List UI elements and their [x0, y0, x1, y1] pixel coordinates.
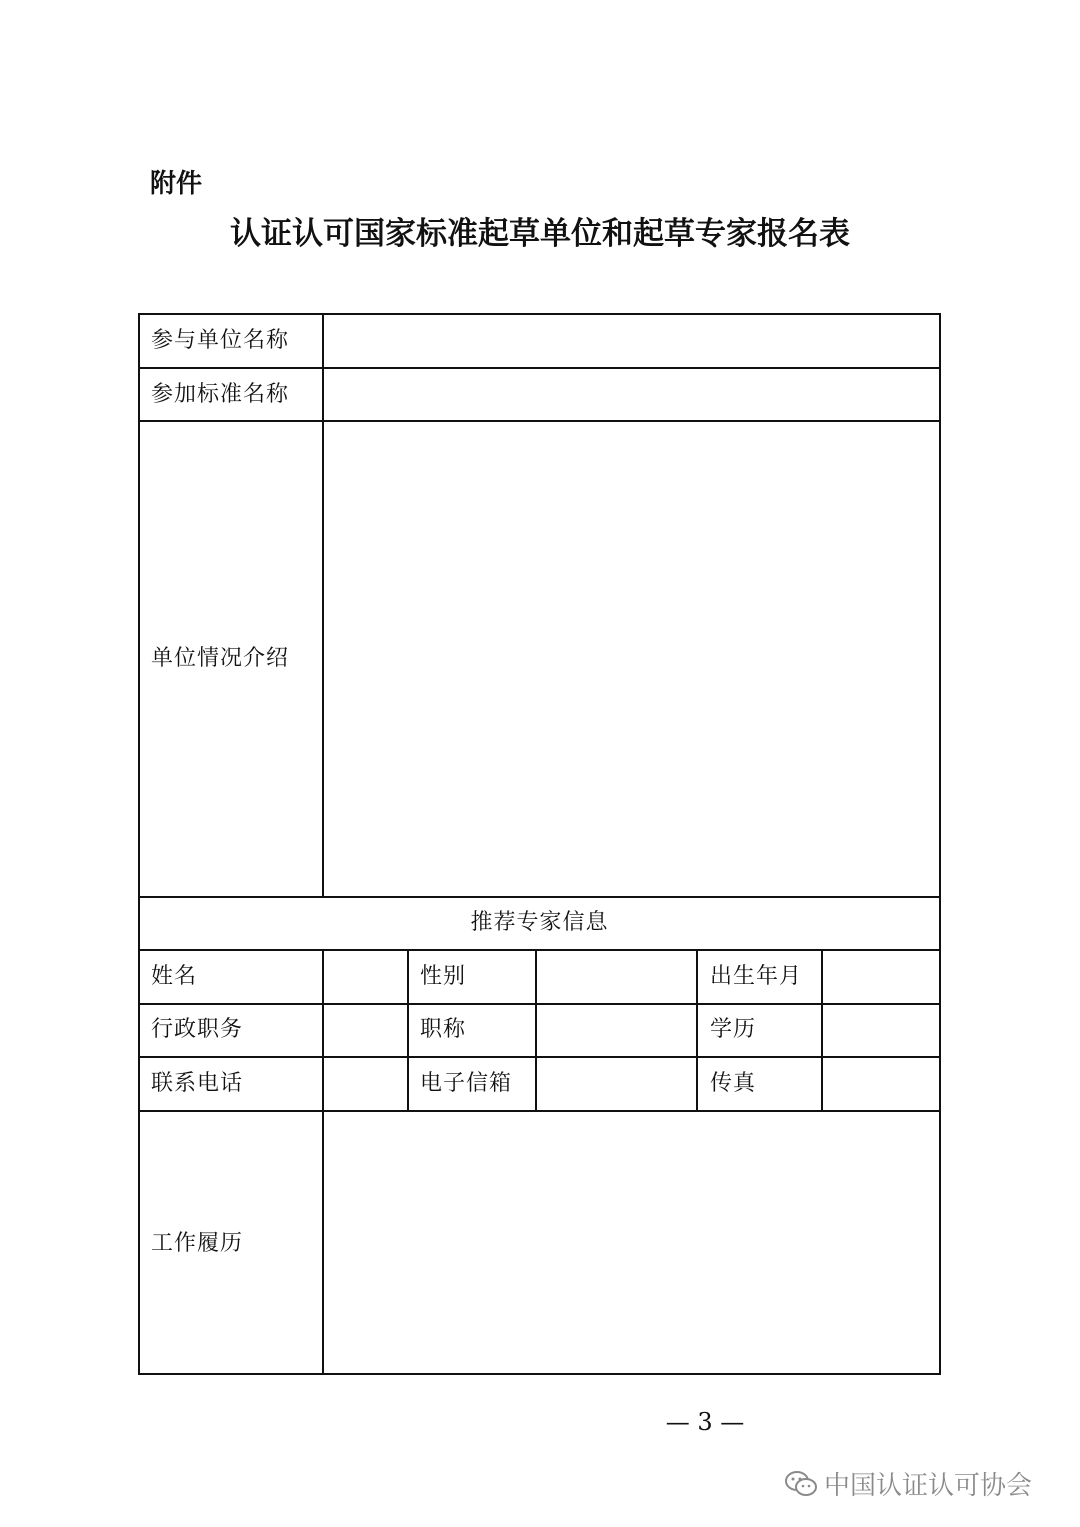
phone-label: 联系电话 — [151, 1071, 244, 1096]
org-intro-field[interactable] — [324, 422, 939, 896]
watermark-text: 中国认证认可协会 — [824, 1471, 1033, 1501]
attachment-label: 附件 — [150, 169, 203, 199]
gender-label: 性别 — [420, 964, 467, 989]
work-history-label: 工作履历 — [151, 1231, 244, 1256]
work-history-field[interactable] — [324, 1112, 939, 1373]
wechat-icon — [784, 1470, 818, 1498]
row-divider — [140, 1003, 939, 1005]
admin-position-label: 行政职务 — [151, 1017, 244, 1042]
row-divider — [140, 1056, 939, 1058]
standard-name-label: 参加标准名称 — [151, 382, 290, 407]
row-divider — [140, 896, 939, 898]
column-divider — [696, 951, 698, 1110]
registration-form-table — [138, 313, 941, 1375]
org-name-field[interactable] — [324, 315, 939, 367]
standard-name-field[interactable] — [324, 369, 939, 420]
org-intro-label: 单位情况介绍 — [151, 646, 290, 671]
email-label: 电子信箱 — [420, 1071, 513, 1096]
column-divider — [407, 951, 409, 1110]
column-divider — [821, 951, 823, 1110]
job-title-label: 职称 — [420, 1017, 467, 1042]
name-label: 姓名 — [151, 964, 198, 989]
fax-label: 传真 — [710, 1071, 757, 1096]
column-divider — [322, 951, 324, 1110]
birth-month-label: 出生年月 — [710, 964, 803, 989]
education-label: 学历 — [710, 1017, 757, 1042]
page-number — [0, 1408, 1080, 1436]
org-name-label: 参与单位名称 — [151, 328, 290, 353]
form-title: 认证认可国家标准起草单位和起草专家报名表 — [230, 216, 850, 252]
page-number-text: — 3 — — [665, 1408, 745, 1436]
row-divider — [140, 949, 939, 951]
watermark — [784, 1465, 1032, 1502]
column-divider — [535, 951, 537, 1110]
expert-section-header: 推荐专家信息 — [470, 910, 609, 935]
